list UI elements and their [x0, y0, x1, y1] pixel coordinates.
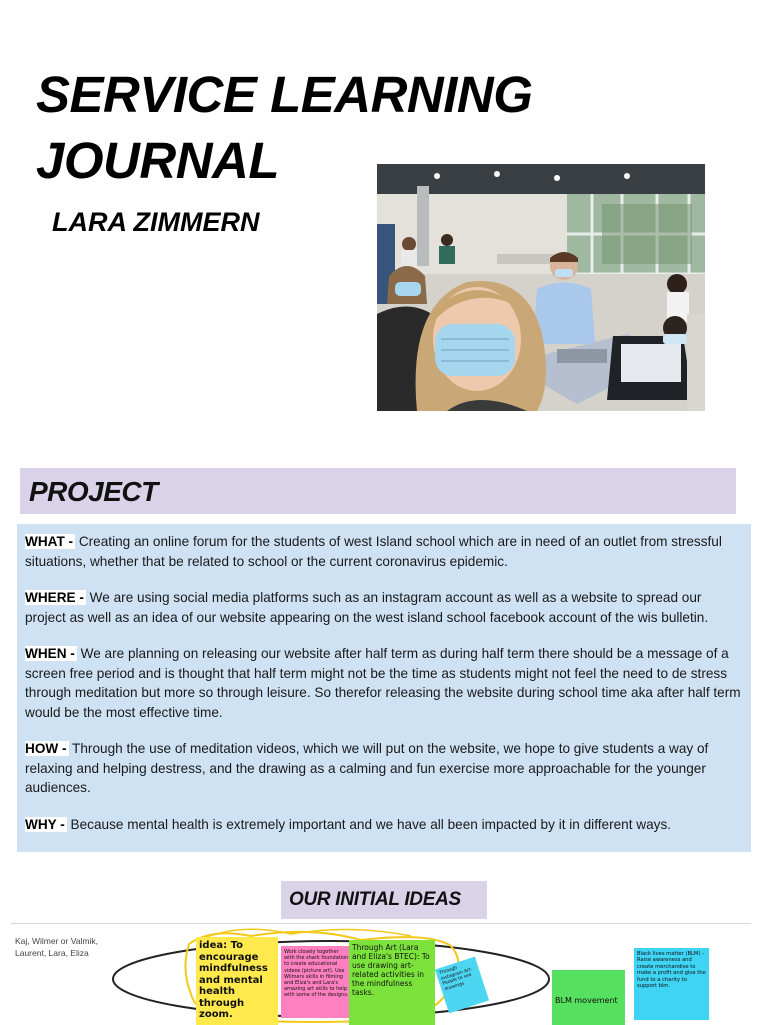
sticky-note-black-lives-matter: [634, 948, 709, 1020]
when-label: WHEN -: [25, 646, 75, 661]
sticky-note-shark-foundation: [281, 946, 353, 1018]
what-text: Creating an online forum for the students of west Island school which are in need of an outlet from stressful situations, whether that be related to school or the current coronavirus epidemic.: [25, 534, 722, 569]
note-text: BLM movement: [555, 996, 618, 1005]
group-members: Kaj, Wilmer or Valmik, Laurent, Lara, Eliza: [15, 936, 98, 958]
project-details-box: [17, 524, 751, 852]
why-paragraph: [25, 815, 743, 835]
title-line-1: SERVICE LEARNING: [36, 66, 533, 123]
project-heading-banner: [20, 468, 736, 514]
sticky-note-blm-movement: [552, 970, 625, 1025]
what-paragraph: [25, 532, 743, 571]
initial-ideas-heading-banner: [281, 881, 487, 919]
ideas-board: [11, 923, 751, 1025]
what-label: WHAT -: [25, 534, 74, 549]
project-heading: PROJECT: [29, 476, 158, 507]
title-line-2: JOURNAL: [36, 132, 280, 189]
sticky-note-art-btec: [349, 940, 435, 1025]
how-text: Through the use of meditation videos, which we will put on the website, we hope to give students a way of relaxing and helping destress, and the drawing as a calming and fun exercise more approachable for the younger audiences.: [25, 741, 709, 795]
sticky-note-mindfulness-zoom: [196, 937, 278, 1025]
how-label: HOW -: [25, 741, 67, 756]
note-text: Through Instagram Art- People to see drawings: [438, 965, 473, 992]
why-text: Because mental health is extremely important and we have all been impacted by it in different ways.: [66, 816, 672, 832]
note-text: Work closely together with the shark foundation to create educational videos (picture art). Use Wilmers skills in filming and Eliza's and Lara's amazing art skills to help with some of the designs.: [284, 949, 349, 999]
why-label: WHY -: [25, 816, 65, 832]
note-text: idea: To encourage mindfulness and mental health through zoom.: [199, 940, 268, 1020]
classroom-photo: [377, 164, 705, 411]
author-name: LARA ZIMMERN: [52, 207, 260, 237]
when-paragraph: [25, 644, 743, 722]
where-paragraph: [25, 588, 743, 627]
where-label: WHERE -: [25, 590, 84, 605]
note-text: Black lives matter (BLM) - Raise awareness and create merchandise to make a profit and give the fund to a charity to support blm.: [637, 951, 706, 990]
how-paragraph: [25, 739, 743, 798]
where-text: We are using social media platforms such as an instagram account as well as a website to spread our project as well as an idea of our website appearing on the west island school facebook account of the wis bulletin.: [25, 590, 709, 625]
initial-ideas-heading: OUR INITIAL IDEAS: [289, 889, 461, 910]
when-text: We are planning on releasing our website after half term as during half term there should be a message of a screen free period and is thought that half term might not be the time as students might not feel the need to de stress through meditation but more so through leisure. So therefor releasing the website during school time aka after half term would be the most effective time.: [25, 646, 741, 720]
note-text: Through Art (Lara and Eliza's BTEC): To use drawing art-related activities in the mindfulness tasks.: [352, 943, 430, 997]
